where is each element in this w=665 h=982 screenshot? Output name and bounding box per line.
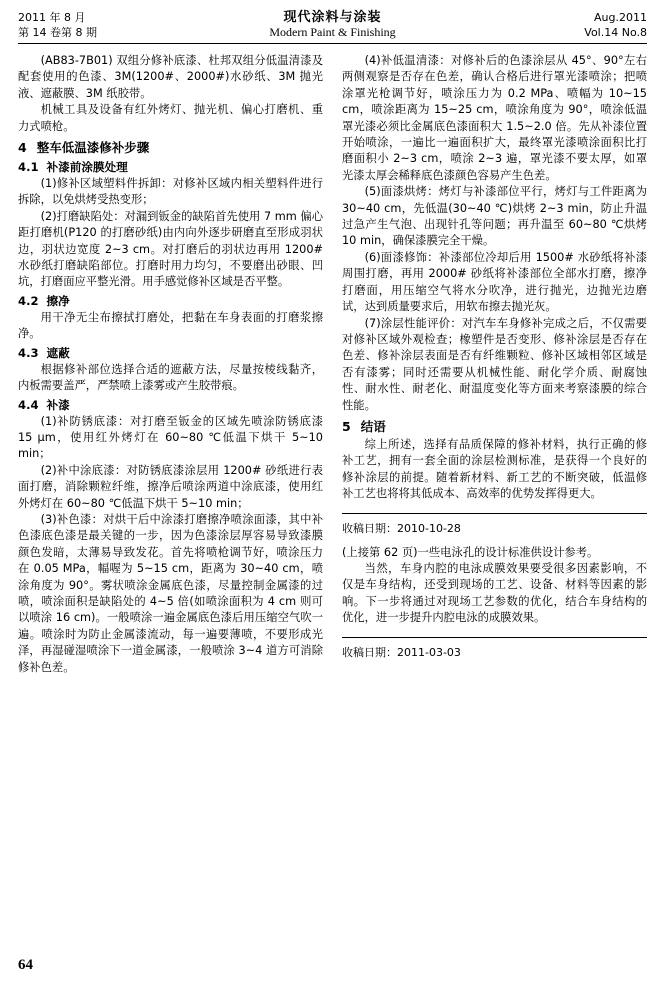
- section-heading-4-3: [18, 345, 323, 362]
- section-title: 擦净: [46, 293, 70, 308]
- paragraph: (1)修补区域塑料件拆卸：对修补区域内相关塑料件进行拆除，以免烘烤受热变形；: [18, 177, 323, 207]
- paragraph: 机械工具及设备有红外烤灯、抛光机、偏心打磨机、重力式喷枪。: [18, 103, 323, 133]
- section-title: 补漆: [46, 397, 70, 412]
- section-heading-5: [342, 418, 647, 436]
- paragraph: (6)面漆修饰：补漆部位冷却后用 1500# 水砂纸将补漆周围打磨，再用 2000# 砂纸将补漆部位全部水打磨，擦净打磨面，用压缩空气将水分吹净，进行抛光，边抛光边磨试，达到质量要求后，用软布擦去抛光灰。: [342, 250, 647, 314]
- header-volume-en: Vol.14 No.8: [584, 26, 647, 39]
- header-divider: [18, 43, 647, 44]
- section-title: 结语: [360, 418, 386, 434]
- journal-title-cn: 现代涂料与涂装: [283, 10, 382, 25]
- paragraph: (3)补色漆：对烘干后中涂漆打磨擦净喷涂面漆，其中补色漆底色漆是最关键的一步，因为色漆涂层厚容易导致漆膜颜色发暗，太薄易导致发花。首先将喷枪调节好，喷涂压力在 0.05 MPa，幅喔为 5~15 cm，距离为 30~40 cm，喷涂角度为 90°。雾状喷涂金属底色漆，尽量控制金属漆的过喷，喷涂面积是缺陷处的 4~5 倍(如喷涂面积为 4 cm 则可以喷涂 16 cm)。一般喷涂一遍金属底色漆后用压缩空气吹一遍。喷涂时为防止金属漆流动，每一遍要薄喷，不要形成光泽，再湿碰湿喷涂下一道金属漆，一般喷涂 3~4 道方可消除修补色差。: [18, 512, 323, 674]
- paragraph: (2)打磨缺陷处：对漏到钣金的缺陷首先使用 7 mm 偏心距打磨机(P120 的打磨砂纸)由内向外逐步研磨直至形成羽状边，羽状边宽度 2~3 cm。对打磨后的羽状边再用 1200# 水砂纸打磨缺陷部位。打磨时用力均匀，不要磨出砂眼、凹坑，打磨面应平整光滑。用手感觉修补区域是否平整。: [18, 209, 323, 289]
- section-number: 4.1: [18, 160, 39, 175]
- page-number: 64: [18, 957, 33, 973]
- continuation-note: (上接第 62 页)一些电泳孔的设计标准供设计参考。: [342, 545, 599, 559]
- header-center: [138, 10, 527, 40]
- left-column: [18, 53, 323, 933]
- right-column: [342, 53, 647, 933]
- journal-title-en: Modern Paint & Finishing: [269, 25, 396, 39]
- section-heading-4-1: [18, 159, 323, 176]
- section-title: 遮蔽: [46, 345, 70, 360]
- header-date: 2011 年 8 月: [18, 11, 86, 24]
- paragraph: (5)面漆烘烤：烤灯与补漆部位平行，烤灯与工件距离为 30~40 cm，先低温(30~40 ℃)烘烤 2~3 min，防止升温过急产生气泡、出现针孔等问题；再升温至 60~80 ℃烘烤 10 min，确保漆膜完全干燥。: [342, 185, 647, 248]
- section-number: 5: [342, 418, 351, 434]
- header-date-en: Aug.2011: [594, 11, 647, 24]
- section-heading-4: [18, 139, 323, 157]
- header-left: [18, 10, 138, 40]
- section-title: 整车低温漆修补步骤: [36, 140, 150, 156]
- body-columns: [18, 53, 647, 933]
- received-date-2: 收稿日期：2011-03-03: [342, 645, 461, 659]
- page-header: [18, 10, 647, 42]
- section-number: 4: [18, 140, 27, 156]
- section-number: 4.4: [18, 397, 39, 412]
- section-number: 4.3: [18, 345, 39, 360]
- paragraph: (2)补中涂底漆：对防锈底漆涂层用 1200# 砂纸进行表面打磨，消除颗粒纤维，擦净后喷涂两道中涂底漆，使用红外烤灯在 60~80 ℃低温下烘干 5~10 min；: [18, 463, 323, 510]
- section-heading-4-2: [18, 293, 323, 310]
- article-end-divider-2: [342, 637, 647, 638]
- header-right: [527, 10, 647, 40]
- article-end-divider: [342, 513, 647, 514]
- paragraph: (1)补防锈底漆：对打磨至钣金的区域先喷涂防锈底漆 15 μm，使用红外烤灯在 60~80 ℃低温下烘干 5~10 min；: [18, 414, 323, 461]
- paragraph: 综上所述，选择有品质保障的修补材料，执行正确的修补工艺，拥有一套全面的涂层检测标准，是获得一个良好的修补涂层的前提。随着新材料、新工艺的不断突破，低温修补工艺也将将其低成本、高效率的优势发挥得更大。: [342, 437, 647, 501]
- section-heading-4-4: [18, 397, 323, 414]
- paragraph: (7)涂层性能评价：对汽车车身修补完成之后，不仅需要对修补区域外观检查；橡塑件是否变形、修补涂层是否存在色差、修补涂层表面是否有纤维颗粒、修补区域相邻区域是否有漆雾；同时还需要从机械性能、耐化学介质、耐腐蚀性、耐水性、耐老化、耐温度变化等方面来考察漆膜的综合性能。: [342, 316, 647, 412]
- paragraph: (4)补低温清漆：对修补后的色漆涂层从 45°、90°左右两侧观察是否存在色差，确认合格后进行罩光漆喷涂；把喷涂罩光枪调节好，喷涂压力为 0.2 MPa、喷幅为 10~15 cm，喷涂距离为 15~25 cm，喷涂角度为 90°，喷涂低温罩光漆必须比金属底色漆面积大 1.5~2.0 倍。先从补漆位置开始喷涂，一遍比一遍面积扩大，最终罩光漆喷涂面积比打磨面积小 2~3 cm，喷涂 2~3 遍，罩光漆不要太厚，如罩光漆太厚会稀释底色漆颜色容易产生色差。: [342, 54, 647, 182]
- paragraph: (AB83-7B01) 双组分修补底漆、杜邦双组分低温清漆及配套使用的色漆、3M(1200#、2000#)水砂纸、3M 抛光液、遮蔽膜、3M 纸胶带。: [18, 54, 323, 100]
- paragraph: 当然，车身内腔的电泳成膜效果要受很多因素影响，不仅是车身结构，还受到现场的工艺、设备、材料等因素的影响。下一步将通过对现场工艺参数的优化，结合车身结构的优化，进一步提升内腔电泳的成膜效果。: [342, 561, 647, 625]
- header-volume-cn: 第 14 卷第 8 期: [18, 26, 97, 39]
- paragraph: 用干净无尘布擦拭打磨处，把黏在车身表面的打磨浆擦净。: [18, 310, 323, 341]
- section-number: 4.2: [18, 293, 39, 308]
- paragraph: 根据修补部位选择合适的遮蔽方法，尽量按棱线黏齐，内板需要盖严，严禁喷上漆雾或产生胶带痕。: [18, 362, 323, 393]
- section-title: 补漆前涂膜处理: [46, 160, 128, 175]
- received-date: 收稿日期：2010-10-28: [342, 521, 461, 535]
